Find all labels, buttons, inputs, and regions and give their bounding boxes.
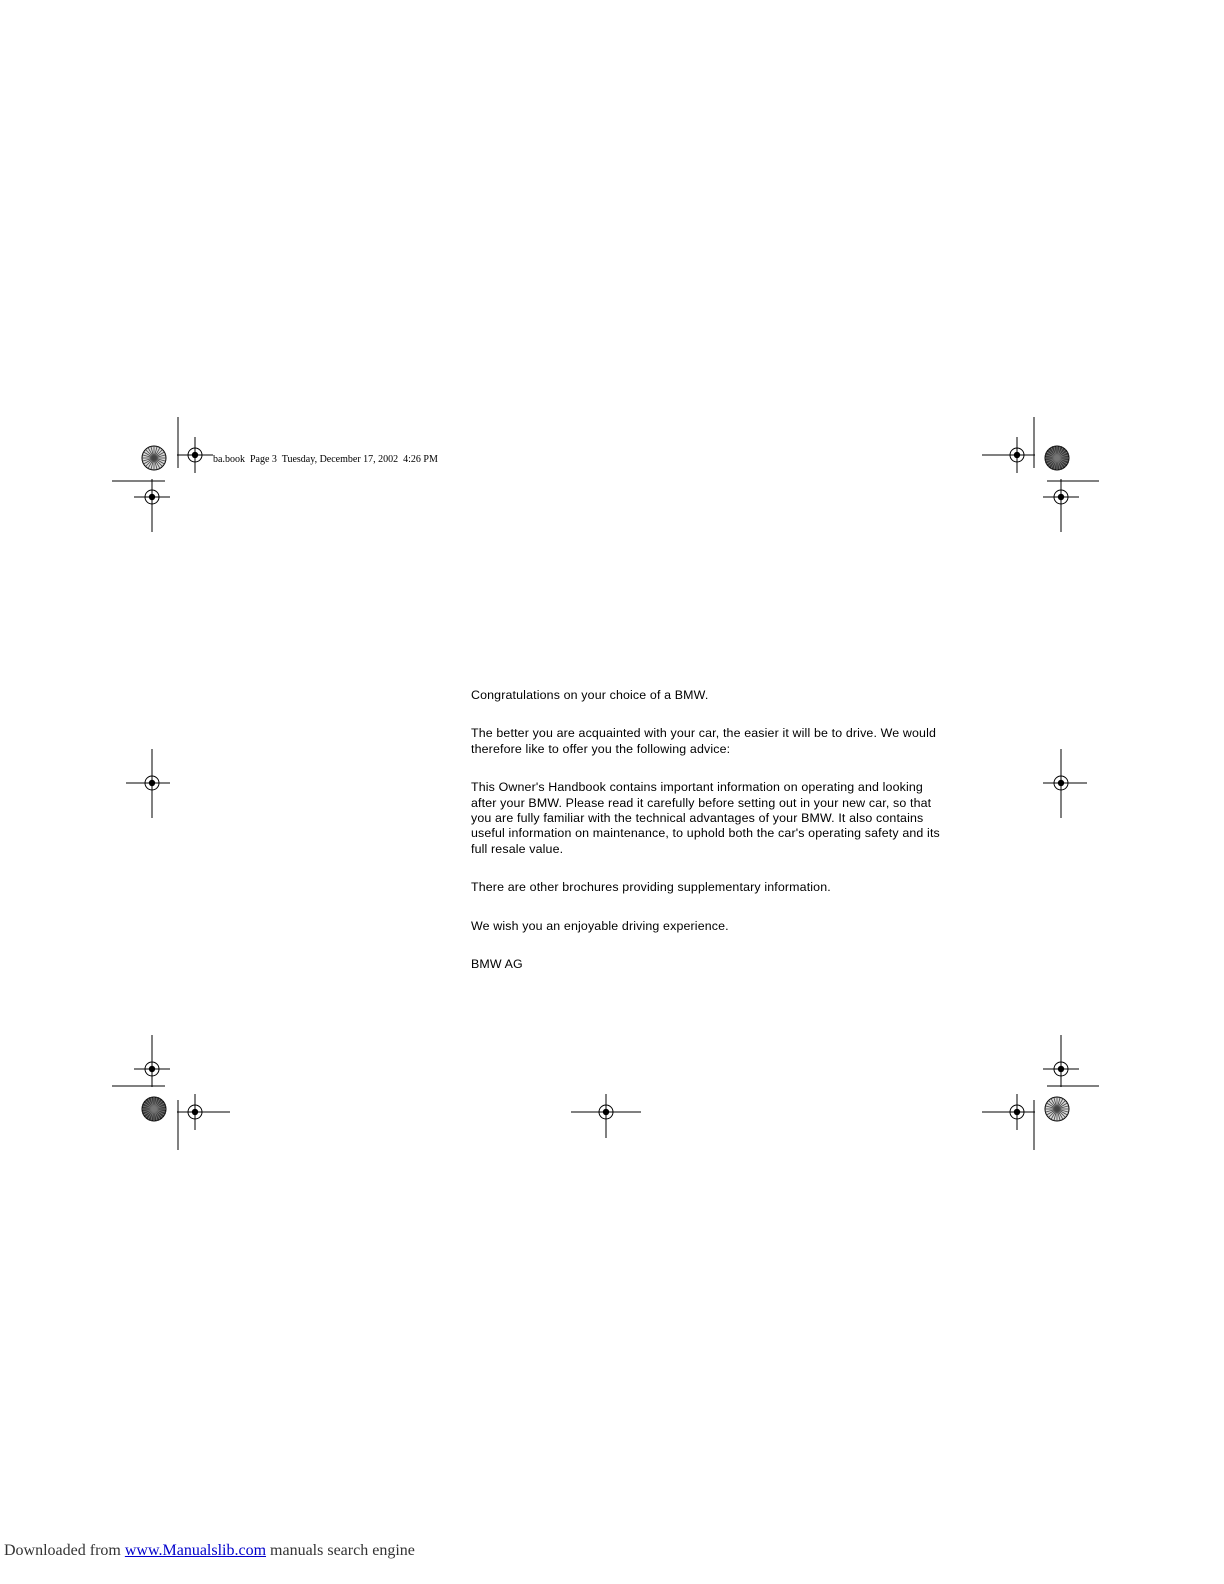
letter-paragraph-handbook: This Owner's Handbook contains important information on operating and looking after your BMW. Please read it carefully before setting out in your new car, so that you are fully familiar with the technical advantages of your BMW. It also contains useful information on maintenance, to uphold both the car's operating safety and its full resale value. xyxy=(471,780,940,856)
letter-paragraph-wish: We wish you an enjoyable driving experience. xyxy=(471,918,729,933)
print-slug: ba.book Page 3 Tuesday, December 17, 2002 4:26 PM xyxy=(213,454,438,465)
registration-mark-bottom-left-b xyxy=(134,1051,170,1087)
registration-mark-top-right-a xyxy=(999,437,1035,473)
color-wheel-top-left xyxy=(142,446,166,470)
color-wheel-bottom-right xyxy=(1045,1097,1069,1121)
download-footer xyxy=(4,1542,415,1560)
letter-paragraph-intro: The better you are acquainted with your car, the easier it will be to drive. We would therefore like to offer you the following advice: xyxy=(471,726,937,756)
manualslib-link[interactable]: www.Manualslib.com xyxy=(124,1542,267,1559)
color-wheel-top-right xyxy=(1045,446,1069,470)
registration-mark-bottom-right-a xyxy=(999,1094,1035,1130)
registration-mark-middle-left xyxy=(134,765,170,801)
registration-mark-top-right-b xyxy=(1043,479,1079,515)
footer-suffix: manuals search engine xyxy=(266,1542,415,1559)
letter-paragraph-brochures: There are other brochures providing supplementary information. xyxy=(471,880,831,895)
letter-signature: BMW AG xyxy=(471,957,523,972)
letter-body xyxy=(471,688,991,995)
letter-paragraph-greeting: Congratulations on your choice of a BMW. xyxy=(471,688,709,702)
registration-mark-bottom-left-a xyxy=(177,1094,213,1130)
color-wheel-bottom-left xyxy=(142,1097,166,1121)
registration-mark-bottom-center xyxy=(588,1094,624,1130)
footer-prefix: Downloaded from xyxy=(4,1542,125,1559)
registration-mark-bottom-right-b xyxy=(1043,1051,1079,1087)
registration-mark-middle-right xyxy=(1043,765,1079,801)
registration-mark-top-left-a xyxy=(177,437,213,473)
registration-mark-top-left-b xyxy=(134,479,170,515)
